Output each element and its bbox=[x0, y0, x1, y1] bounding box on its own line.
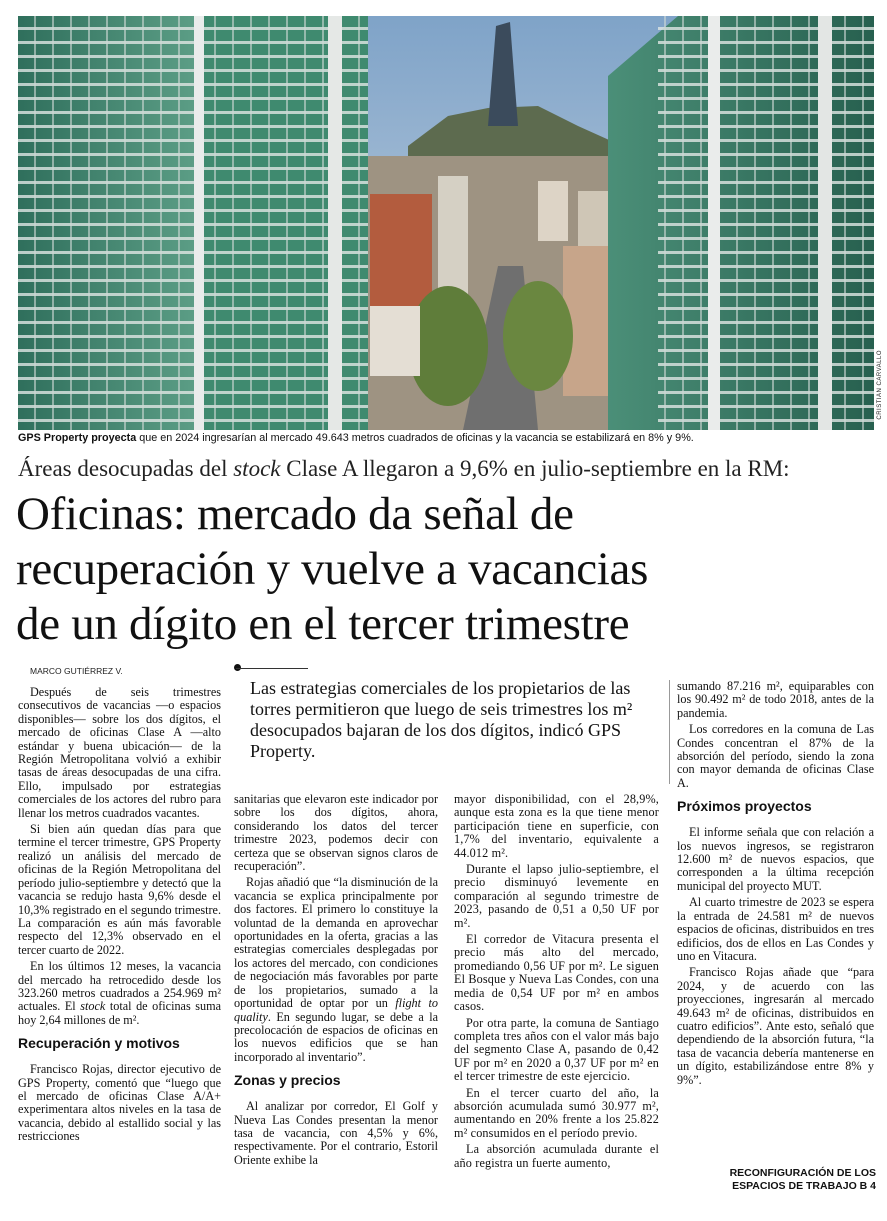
body-paragraph: sumando 87.216 m², equiparables con los 90.492 m² de todo 2018, antes de la pandemia. bbox=[677, 679, 874, 720]
byline: MARCO GUTIÉRREZ V. bbox=[30, 666, 123, 676]
lead-rule bbox=[236, 668, 308, 669]
photo-caption bbox=[18, 432, 878, 444]
body-paragraph: El corredor de Vitacura presenta el precio más alto del mercado, promediando 0,56 UF por m². Le siguen El Bosque y Nueva Las Condes, con una media de 0,54 UF por m² en ambos casos. bbox=[454, 932, 659, 1014]
city-skyline-image bbox=[18, 16, 874, 430]
article-photo bbox=[18, 16, 874, 430]
subheading: Recuperación y motivos bbox=[18, 1035, 180, 1052]
body-paragraph: sanitarias que elevaron este indicador por sobre los dos dígitos, ahora, considerando los datos del tercer trimestre 2023, podemos decir con certeza que se observan signos claros de recuperación”. bbox=[234, 792, 438, 874]
lead-paragraph: Las estrategias comerciales de los propietarios de las torres permitieron que luego de seis trimestres los m² desocupados bajaran de los dos dígitos, indicó GPS Property. bbox=[250, 678, 633, 761]
body-paragraph: Francisco Rojas añade que “para 2024, y de acuerdo con las proyecciones, ingresarán al mercado 49.643 m² de oficinas, distribuidos en cuatro edificios”. Ante esto, señaló que dependiendo de la absorción futura, “la tasa de vacancia debería mantenerse en un dígito, estabilizándose entre 8% y 9%”. bbox=[677, 965, 874, 1087]
body-paragraph: La absorción acumulada durante el año registra un fuerte aumento, bbox=[454, 1142, 659, 1170]
body-paragraph: Durante el lapso julio-septiembre, el precio disminuyó levemente en comparación al segundo trimestre de 2023, pasando de 0,51 a 0,50 UF por m². bbox=[454, 862, 659, 930]
body-paragraph: Si bien aún quedan días para que termine el tercer trimestre, GPS Property realizó un análisis del mercado de oficinas de la Región Metropolitana del período julio-septiembre y detectó que la vacancia se redujo hasta 9,6% desde el 10,3% registrado en el segundo trimestre. La comparación es aún más favorable respecto del 12,3% observado en el tercer cuarto de 2022. bbox=[18, 822, 221, 957]
kicker bbox=[18, 456, 878, 482]
body-paragraph: mayor disponibilidad, con el 28,9%, aunque esta zona es la que tiene menor participación tiene en superficie, con 1,7% del inventario, equivalente a 44.012 m². bbox=[454, 792, 659, 860]
body-paragraph: En el tercer cuarto del año, la absorción acumulada sumó 30.977 m², aumentando en 20% frente a los 25.822 m² consumidos en el período previo. bbox=[454, 1085, 659, 1140]
caption-text: que en 2024 ingresarían al mercado 49.643 metros cuadrados de oficinas y la vacancia se estabilizará en 8% y 9%. bbox=[136, 432, 694, 444]
continuation-line-1: RECONFIGURACIÓN DE LOS bbox=[729, 1167, 876, 1179]
body-paragraph: Francisco Rojas, director ejecutivo de GPS Property, comentó que “luego que el mercado de oficinas Clase A/A+ experimentara altos niveles en la tasa de vacancia, debido al estallido social y las restricciones bbox=[18, 1062, 221, 1144]
body-paragraph: Al cuarto trimestre de 2023 se espera la entrada de 24.581 m² de nuevos espacios de oficinas, distribuidos en tres edificios, dos de ellos en Las Condes y uno en Vitacura. bbox=[677, 895, 874, 963]
headline-line-3: de un dígito en el tercer trimestre bbox=[16, 598, 630, 650]
continuation-reference[interactable] bbox=[720, 1167, 876, 1193]
kicker-text-1: Áreas desocupadas del bbox=[18, 456, 234, 481]
kicker-text-2: Clase A llegaron a 9,6% en julio-septiembre en la RM: bbox=[280, 456, 790, 481]
body-paragraph: Rojas añadió que “la disminución de la vacancia se explica principalmente por dos factores. El primero lo constituye la voluntad de la demanda en aprovechar oportunidades en la oferta, gracias a las estrategias comerciales desplegadas por los actores del mercado, con condiciones de negociación más favorables por parte de los propietarios, sumado a la oportunidad de optar por un flight to quality. En segundo lugar, se debe a la precolocación de espacios de oficinas en los nuevos edificios que se han incorporado al inventario”. bbox=[234, 875, 438, 1064]
body-paragraph: En los últimos 12 meses, la vacancia del mercado ha retrocedido desde los 323.260 metros cuadrados a 254.969 m² actuales. El stock total de oficinas suma hoy 2,64 millones de m². bbox=[18, 959, 221, 1027]
body-paragraph: Al analizar por corredor, El Golf y Nueva Las Condes presentan la menor tasa de vacancia, con 4,5% y 6%, respectivamente. Por el contrario, Estoril Oriente exhibe la bbox=[234, 1099, 438, 1167]
photo-credit: CRISTIÁN CARVALLO bbox=[877, 350, 883, 420]
headline-line-2: recuperación y vuelve a vacancias bbox=[16, 543, 649, 595]
caption-source: GPS Property proyecta bbox=[18, 432, 137, 444]
body-paragraph: Después de seis trimestres consecutivos de vacancias —o espacios disponibles— sobre los dos dígitos, el mercado de oficinas Clase A —alto estándar y buena ubicación— de la Región Metropolitana volvió a exhibir tasas de áreas desocupadas de una cifra. Ello, impulsado por estrategias comerciales de los actores del rubro para llenar los metros cuadrados vacantes. bbox=[18, 685, 221, 820]
column-4 bbox=[677, 680, 874, 1090]
subheading: Próximos proyectos bbox=[677, 798, 812, 815]
headline bbox=[16, 487, 876, 652]
headline-line-1: Oficinas: mercado da señal de bbox=[16, 488, 574, 540]
body-paragraph: Los corredores en la comuna de Las Condes concentran el 87% de la absorción del período, siendo la zona con mayor demanda de oficinas Clase A. bbox=[677, 722, 874, 790]
column-2 bbox=[234, 793, 438, 1170]
body-paragraph: El informe señala que con relación a los nuevos ingresos, se registraron 12.600 m² de nuevos espacios, que corresponden a la última recepción municipal del proyecto MUT. bbox=[677, 825, 874, 893]
kicker-italic: stock bbox=[233, 456, 281, 481]
column-divider bbox=[669, 680, 670, 784]
subheading: Zonas y precios bbox=[234, 1072, 341, 1089]
continuation-line-2: ESPACIOS DE TRABAJO B 4 bbox=[732, 1180, 876, 1192]
column-3 bbox=[454, 793, 659, 1173]
body-paragraph: Por otra parte, la comuna de Santiago completa tres años con el valor más bajo del segmento Clase A, pasando de 0,42 UF por m² en 2020 a 0,37 UF por m² en el tercer trimestre de este ejercicio. bbox=[454, 1015, 659, 1084]
column-1 bbox=[18, 686, 221, 1147]
